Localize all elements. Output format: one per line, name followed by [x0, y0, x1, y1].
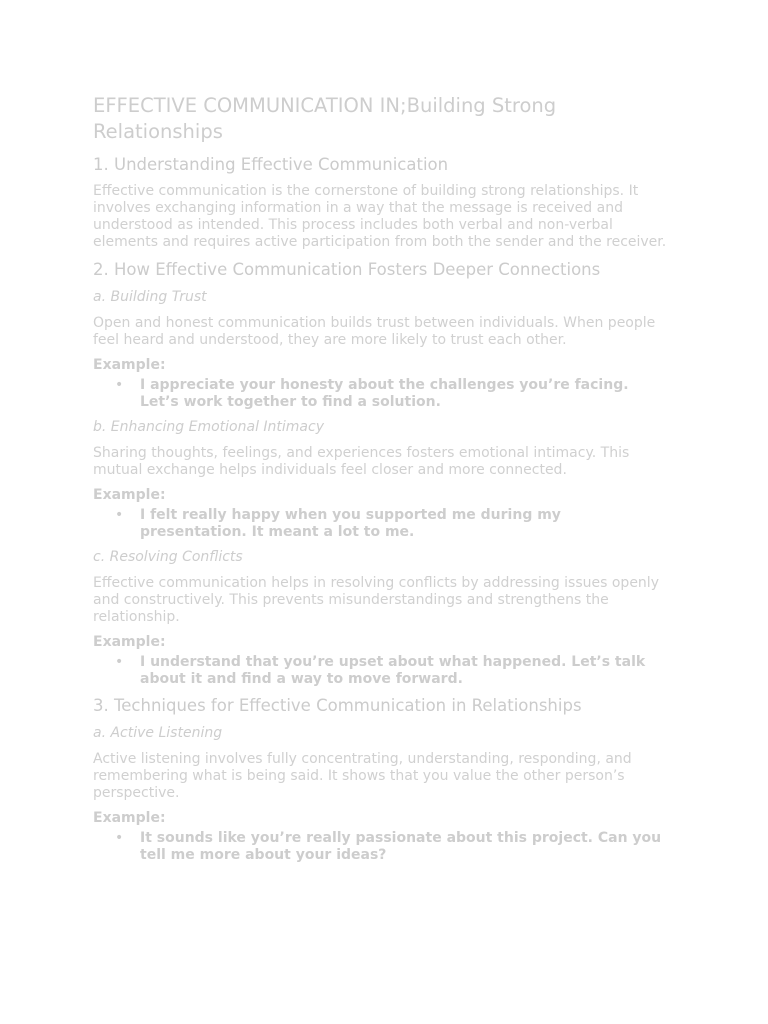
- example-item: [93, 377, 668, 411]
- example-text: It sounds like you’re really passionate about this project. Can you tell me more about your ideas?: [140, 830, 662, 863]
- section-2-heading: 2. How Effective Communication Fosters Deeper Connections: [93, 260, 601, 279]
- section-1-heading: 1. Understanding Effective Communication: [93, 155, 449, 174]
- example-label: Example:: [93, 810, 166, 826]
- subsection-2a-heading: a. Building Trust: [93, 289, 207, 305]
- subsection-3a-heading: a. Active Listening: [93, 725, 223, 741]
- subsection-2b-body: Sharing thoughts, feelings, and experiences fosters emotional intimacy. This mutual exchange helps individuals feel closer and more connected.: [93, 445, 630, 478]
- document-title: EFFECTIVE COMMUNICATION IN;Building Strong Relationships: [93, 94, 557, 143]
- example-label: Example:: [93, 487, 166, 503]
- example-item: [93, 654, 668, 688]
- subsection-3a-body: Active listening involves fully concentrating, understanding, responding, and remembering what is being said. It shows that you value the other person’s perspective.: [93, 751, 632, 801]
- example-item: [93, 507, 668, 541]
- example-text: I felt really happy when you supported me during my presentation. It meant a lot to me.: [140, 507, 561, 540]
- subsection-2a-body: Open and honest communication builds trust between individuals. When people feel heard and understood, they are more likely to trust each other.: [93, 315, 656, 348]
- example-label: Example:: [93, 357, 166, 373]
- example-item: [93, 830, 668, 864]
- example-text: I appreciate your honesty about the challenges you’re facing. Let’s work together to find a solution.: [140, 377, 629, 410]
- bullet-icon: •: [115, 507, 124, 523]
- section-1-body: Effective communication is the cornerstone of building strong relationships. It involves exchanging information in a way that the message is received and understood as intended. This process includes both verbal and non-verbal elements and requires active participation from both the sender and the receiver.: [93, 183, 667, 250]
- subsection-2b-heading: b. Enhancing Emotional Intimacy: [93, 419, 324, 435]
- example-label: Example:: [93, 634, 166, 650]
- example-text: I understand that you’re upset about what happened. Let’s talk about it and find a way to move forward.: [140, 654, 646, 687]
- bullet-icon: •: [115, 830, 124, 846]
- subsection-2c-body: Effective communication helps in resolving conflicts by addressing issues openly and constructively. This prevents misunderstandings and strengthens the relationship.: [93, 575, 659, 625]
- example-list: [93, 377, 668, 411]
- example-list: [93, 507, 668, 541]
- example-list: [93, 654, 668, 688]
- bullet-icon: •: [115, 377, 124, 393]
- example-list: [93, 830, 668, 864]
- section-3-heading: 3. Techniques for Effective Communication in Relationships: [93, 696, 582, 715]
- bullet-icon: •: [115, 654, 124, 670]
- subsection-2c-heading: c. Resolving Conflicts: [93, 549, 243, 565]
